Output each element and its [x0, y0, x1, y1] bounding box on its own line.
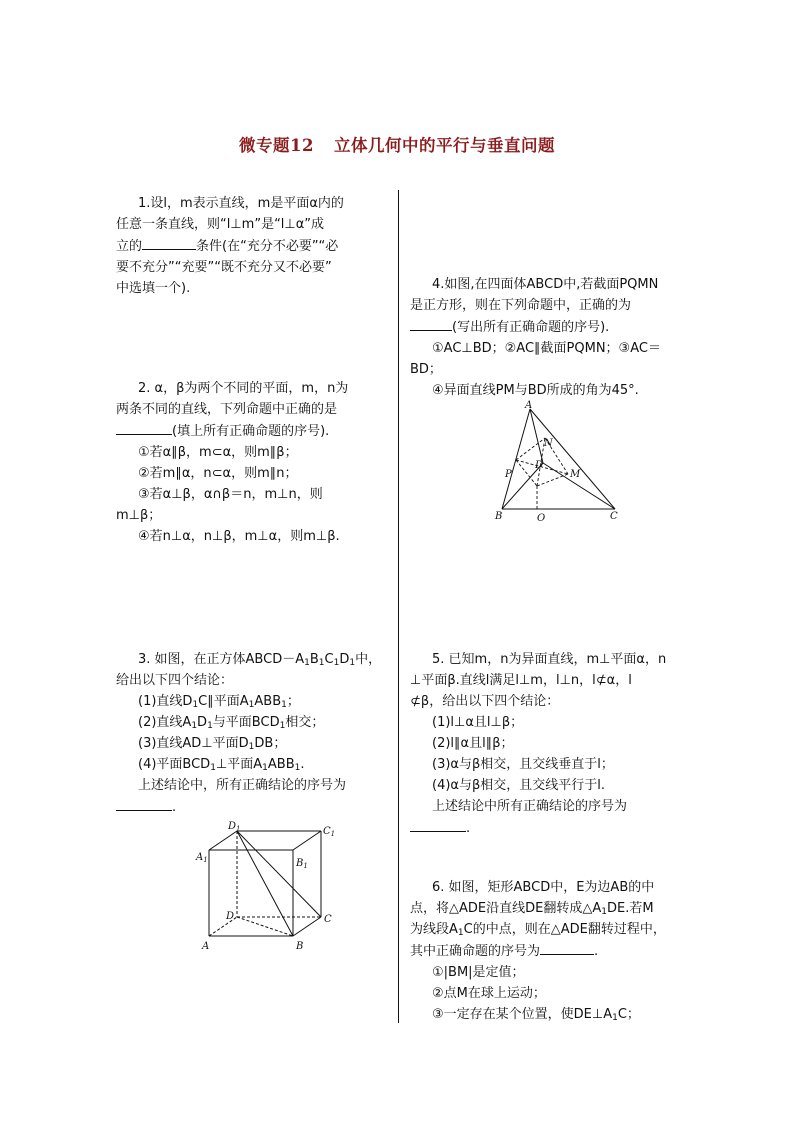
q3-line8: .	[116, 796, 396, 818]
q1-line1: 1.设l，m表示直线，m是平面α内的	[138, 196, 344, 211]
label-C1: $C_1$	[323, 826, 336, 838]
q5-conclusion-1: (1)l⊥α且l⊥β；	[432, 715, 524, 730]
q5-line3: ⊄β，给出以下四个结论：	[410, 694, 560, 709]
question-2	[116, 378, 396, 547]
q6-line4: 其中正确命题的序号为 .	[410, 940, 696, 962]
q2-answer-blank[interactable]	[116, 420, 172, 435]
q6-option-3: ③一定存在某个位置，使$DE\perp A_1C$；	[432, 1007, 640, 1023]
q3-answer-blank[interactable]	[116, 796, 172, 811]
title-sub: 立体几何中的平行与垂直问题	[333, 136, 555, 155]
q4-line5: BD；	[410, 362, 442, 377]
q5-conclusion-2: (2)l∥α且l∥β；	[432, 736, 514, 751]
page-title	[0, 132, 794, 156]
q6-line3: 为线段$A_1C$的中点，则在△ADE翻转过程中，	[410, 922, 666, 938]
q6-option-2: ②点M在球上运动；	[432, 986, 546, 1001]
label-N: N	[544, 438, 553, 449]
q4-line6: ④异面直线PM与BD所成的角为45°.	[432, 383, 639, 398]
q5-answer-blank[interactable]	[410, 817, 466, 832]
q4-answer-blank[interactable]	[410, 316, 452, 331]
label-M: M	[570, 469, 581, 480]
q3-conclusion-2: (2)直线$A_1D_1$与平面$BCD_1$相交；	[138, 715, 325, 731]
q5-conclusion-4: (4)α与β相交，且交线平行于l.	[432, 778, 606, 793]
q2-option-1: ①若α∥β，m⊂α，则m∥β；	[138, 445, 298, 460]
label-B: B	[296, 941, 304, 952]
q4-line1: 4.如图,在四面体ABCD中,若截面PQMN	[432, 277, 659, 292]
q2-line2: 两条不同的直线，下列命题中正确的是	[116, 402, 338, 417]
q3-conclusion-4: (4)平面$BCD_1\perp$平面$A_1ABB_1$.	[138, 757, 305, 773]
q3-conclusion-3: (3)直线AD⊥平面$D_1DB$；	[138, 736, 287, 752]
cube-figure	[190, 818, 340, 958]
q4-line2: 是正方形，则在下列命题中，正确的为	[410, 298, 632, 313]
label-C: C	[610, 511, 618, 522]
question-1	[116, 193, 396, 299]
label-P: P	[505, 469, 512, 480]
q3-line7: 上述结论中，所有正确结论的序号为	[138, 778, 347, 793]
q6-answer-blank[interactable]	[540, 940, 594, 955]
q1-line2: 任意一条直线，则“l⊥m”是“l⊥α”成	[116, 217, 325, 232]
q3-conclusion-1: (1)直线$D_1C\parallel$平面$A_1ABB_1$；	[138, 694, 300, 710]
question-4	[410, 274, 690, 401]
label-D1: $D_1$	[228, 821, 241, 833]
label-B: B	[495, 511, 503, 522]
q6-option-1: ①|BM|是定值；	[432, 965, 525, 980]
q4-line4: ①AC⊥BD；②AC∥截面PQMN；③AC＝	[432, 341, 661, 356]
question-3	[116, 649, 396, 818]
q5-line8: 上述结论中所有正确结论的序号为	[432, 799, 628, 814]
q2-line3: (填上所有正确命题的序号).	[116, 420, 396, 442]
q1-line3: 立的 条件(在“充分不必要”“必	[116, 235, 396, 257]
label-B1: $B_1$	[296, 858, 308, 870]
label-A: A	[525, 400, 533, 411]
label-A1: $A_1$	[196, 852, 208, 864]
q2-option-3: ③若α⊥β，α∩β＝n，m⊥n，则	[138, 487, 323, 502]
label-C: C	[324, 914, 332, 925]
title-main: 微专题12	[239, 136, 314, 155]
q5-line2: ⊥平面β.直线l满足l⊥m，l⊥n，l⊄α，l	[410, 673, 632, 688]
label-D: D	[226, 911, 235, 922]
q1-line5: 中选填一个).	[116, 281, 191, 296]
q6-line1: 6. 如图，矩形ABCD中，E为边AB的中	[432, 880, 655, 895]
q2-option-2: ②若m∥α，n⊂α，则m∥n；	[138, 466, 298, 481]
q1-answer-blank[interactable]	[142, 235, 196, 250]
q4-line3: (写出所有正确命题的序号).	[410, 316, 690, 338]
q3-line1: 3. 如图，在正方体$ABCD-A_1B_1C_1D_1$中，	[138, 652, 382, 668]
q5-line9: .	[410, 817, 696, 839]
label-A: A	[202, 941, 210, 952]
q2-option-4: ④若n⊥α，n⊥β，m⊥α，则m⊥β.	[138, 529, 340, 544]
q5-line1: 5. 已知m，n为异面直线，m⊥平面α，n	[432, 652, 667, 667]
q3-line2: 给出以下四个结论：	[116, 673, 234, 688]
q6-line2: 点，将△ADE沿直线DE翻转成$\triangle A_1DE$.若M	[410, 901, 654, 917]
question-6	[410, 877, 696, 1025]
q5-conclusion-3: (3)α与β相交，且交线垂直于l；	[432, 757, 614, 772]
question-5	[410, 649, 696, 839]
tetrahedron-figure	[490, 398, 630, 524]
column-divider	[398, 190, 399, 1023]
q1-line4: 要不充分”“充要”“既不充分又不必要”	[116, 260, 332, 275]
q2-line1: 2. α，β为两个不同的平面，m，n为	[138, 381, 349, 396]
label-O: O	[537, 513, 546, 524]
q2-option-3-cont: m⊥β；	[116, 508, 162, 523]
label-D: D	[535, 460, 544, 471]
